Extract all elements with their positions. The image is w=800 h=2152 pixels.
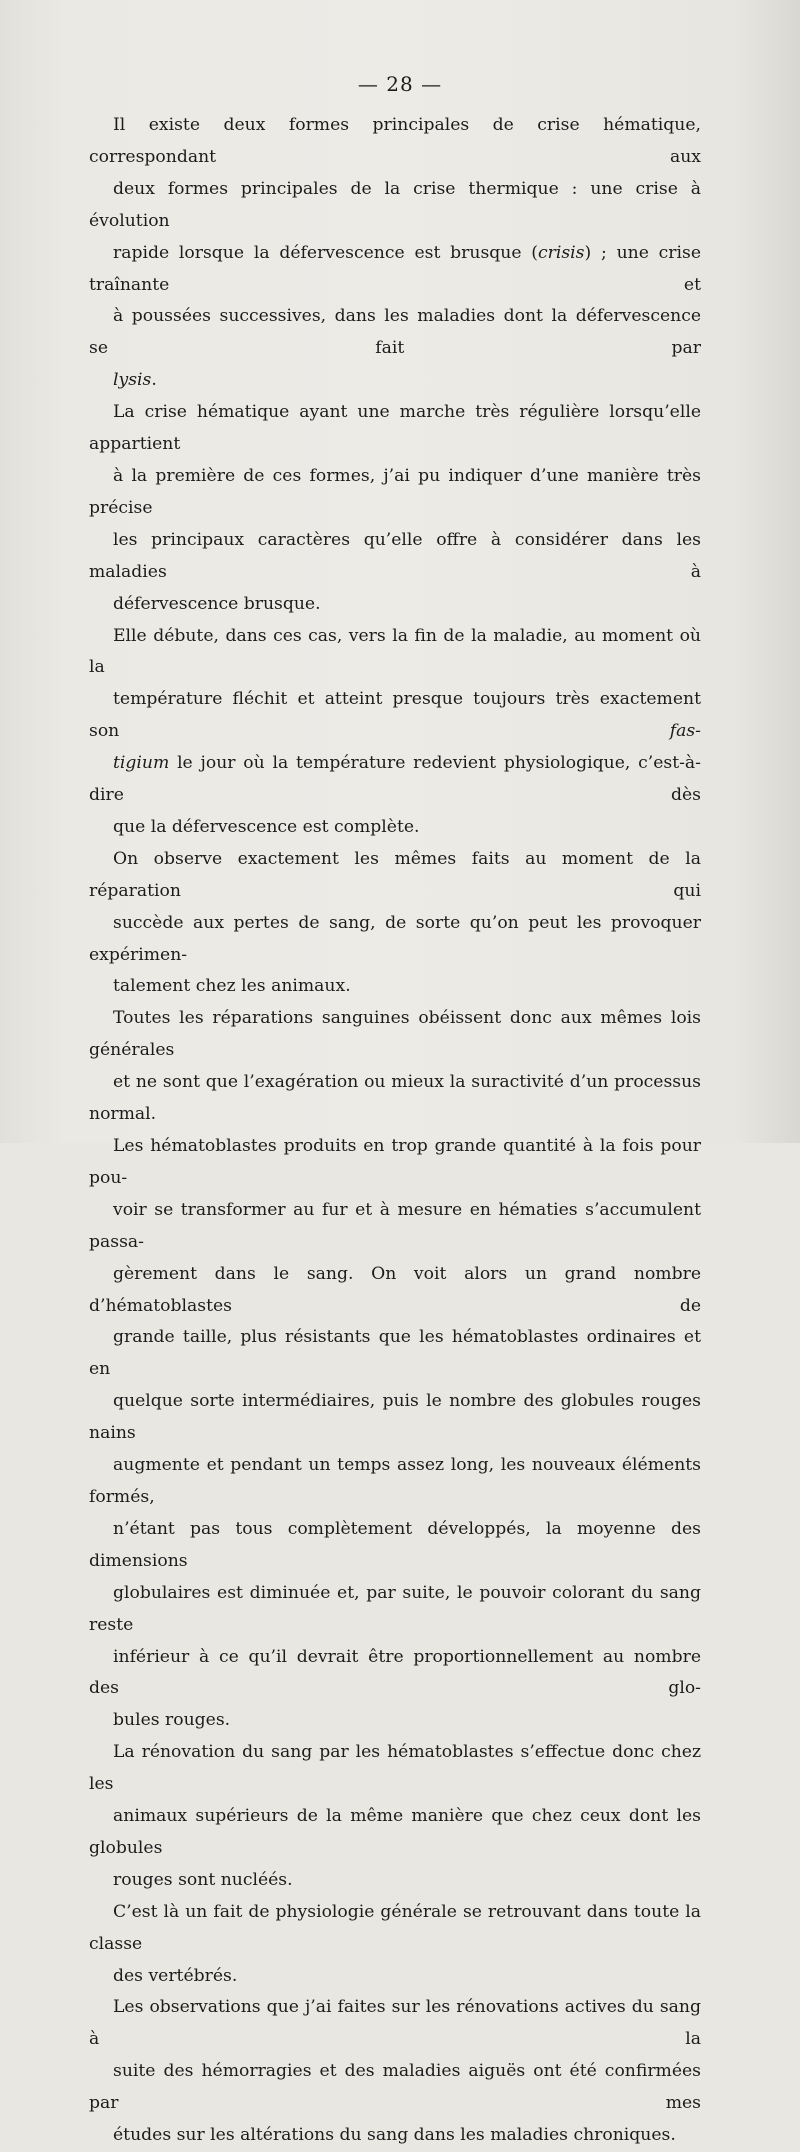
- text-run: rouges sont nucléés.: [113, 1869, 293, 1890]
- text-run: des vertébrés.: [113, 1965, 238, 1986]
- body-text: [89, 110, 701, 2152]
- italic-term: crisis: [538, 242, 585, 263]
- text-line: [89, 1642, 701, 1706]
- text-run: à la première de ces formes, j’ai pu indiquer d’une manière très précise: [89, 465, 701, 518]
- text-run: inférieur à ce qu’il devrait être proportionnellement au nombre des glo-: [89, 1646, 701, 1699]
- text-line: [89, 301, 701, 365]
- text-line: [89, 908, 701, 972]
- paragraph: [89, 1131, 701, 1737]
- text-line: [89, 1578, 701, 1642]
- text-line: [89, 1450, 701, 1514]
- italic-term: tigium: [113, 753, 170, 774]
- text-line: [89, 525, 701, 589]
- text-line: [89, 748, 701, 812]
- page-number: — 28 —: [357, 72, 443, 96]
- paragraph: [89, 397, 701, 620]
- text-line: [89, 1705, 701, 1737]
- text-line: [89, 1386, 701, 1450]
- text-run: globulaires est diminuée et, par suite, le pouvoir colorant du sang reste: [89, 1582, 701, 1635]
- text-line: [89, 1067, 701, 1131]
- text-line: [89, 1195, 701, 1259]
- text-run: Toutes les réparations sanguines obéissent donc aux mêmes lois générales: [89, 1008, 701, 1061]
- paragraph: [89, 1003, 701, 1131]
- text-line: [89, 2120, 701, 2152]
- text-run: La rénovation du sang par les hématoblastes s’effectue donc chez les: [89, 1742, 701, 1795]
- text-line: [89, 1514, 701, 1578]
- paragraph: [89, 1897, 701, 1993]
- text-line: [89, 1003, 701, 1067]
- paragraph: [89, 1992, 701, 2152]
- text-run: Les observations que j’ai faites sur les rénovations actives du sang à la: [89, 1997, 701, 2050]
- text-line: [89, 1801, 701, 1865]
- text-run: La crise hématique ayant une marche très régulière lorsqu’elle appartient: [89, 402, 701, 455]
- text-run: succède aux pertes de sang, de sorte qu’on peut les provoquer expérimen-: [89, 912, 701, 965]
- text-run: ) ; une crise traînante et: [89, 242, 701, 295]
- text-line: [89, 174, 701, 238]
- text-run: augmente et pendant un temps assez long, les nouveaux éléments formés,: [89, 1455, 701, 1507]
- text-line: [89, 1259, 701, 1323]
- text-run: grande taille, plus résistants que les hématoblastes ordinaires et en: [89, 1327, 701, 1380]
- text-run: le jour où la température redevient physiologique, c’est-à-dire dès: [89, 753, 701, 806]
- text-run: études sur les altérations du sang dans les maladies chroniques.: [113, 2125, 676, 2146]
- text-line: [89, 110, 701, 174]
- text-run: gèrement dans le sang. On voit alors un grand nombre d’hématoblastes de: [89, 1263, 701, 1316]
- text-line: [89, 1961, 701, 1993]
- paragraph: [89, 1737, 701, 1897]
- text-run: défervescence brusque.: [113, 593, 321, 614]
- text-run: rapide lorsque la défervescence est brusque (: [113, 242, 538, 263]
- text-line: [89, 1992, 701, 2056]
- text-run: Les hématoblastes produits en trop grande quantité à la fois pour pou-: [89, 1136, 701, 1188]
- paragraph: [89, 110, 701, 397]
- text-line: [89, 1865, 701, 1897]
- text-line: [89, 589, 701, 621]
- text-run: C’est là un fait de physiologie générale se retrouvant dans toute la classe: [89, 1901, 701, 1954]
- text-run: n’étant pas tous complètement développés, la moyenne des dimensions: [89, 1518, 701, 1571]
- text-run: Il existe deux formes principales de crise hématique, correspondant aux: [89, 115, 701, 167]
- text-run: et ne sont que l’exagération ou mieux la suractivité d’un processus normal.: [89, 1072, 701, 1125]
- text-run: On observe exactement les mêmes faits au moment de la réparation qui: [89, 848, 701, 901]
- text-run: deux formes principales de la crise thermique : une crise à évolution: [89, 178, 701, 231]
- text-line: [89, 1322, 701, 1386]
- italic-term: lysis: [113, 370, 152, 391]
- text-run: que la défervescence est complète.: [113, 816, 420, 837]
- text-run: talement chez les animaux.: [113, 976, 351, 997]
- text-run: température fléchit et atteint presque toujours très exactement son: [89, 689, 701, 742]
- paragraph: [89, 844, 701, 1004]
- text-run: les principaux caractères qu’elle offre à considérer dans les maladies à: [89, 529, 701, 582]
- text-run: Elle débute, dans ces cas, vers la fin de la maladie, au moment où la: [89, 625, 701, 678]
- text-line: [89, 365, 701, 397]
- text-line: [89, 1131, 701, 1195]
- text-line: [89, 844, 701, 908]
- paragraph: [89, 621, 701, 844]
- text-line: [89, 1737, 701, 1801]
- text-run: animaux supérieurs de la même manière que chez ceux dont les globules: [89, 1806, 701, 1858]
- text-run: à poussées successives, dans les maladies dont la défervescence se fait par: [89, 306, 701, 359]
- text-run: suite des hémorragies et des maladies aiguës ont été confirmées par mes: [89, 2061, 701, 2114]
- text-run: .: [151, 370, 157, 391]
- text-line: [89, 1897, 701, 1961]
- text-run: quelque sorte intermédiaires, puis le nombre des globules rouges nains: [89, 1391, 701, 1444]
- text-line: [89, 2056, 701, 2120]
- text-line: [89, 461, 701, 525]
- text-line: [89, 238, 701, 302]
- text-run: voir se transformer au fur et à mesure en hématies s’accumulent passa-: [89, 1199, 701, 1252]
- text-line: [89, 971, 701, 1003]
- italic-term: fas-: [669, 721, 701, 742]
- text-line: [89, 621, 701, 685]
- text-line: [89, 684, 701, 748]
- text-run: bules rouges.: [113, 1710, 231, 1731]
- text-line: [89, 397, 701, 461]
- text-line: [89, 812, 701, 844]
